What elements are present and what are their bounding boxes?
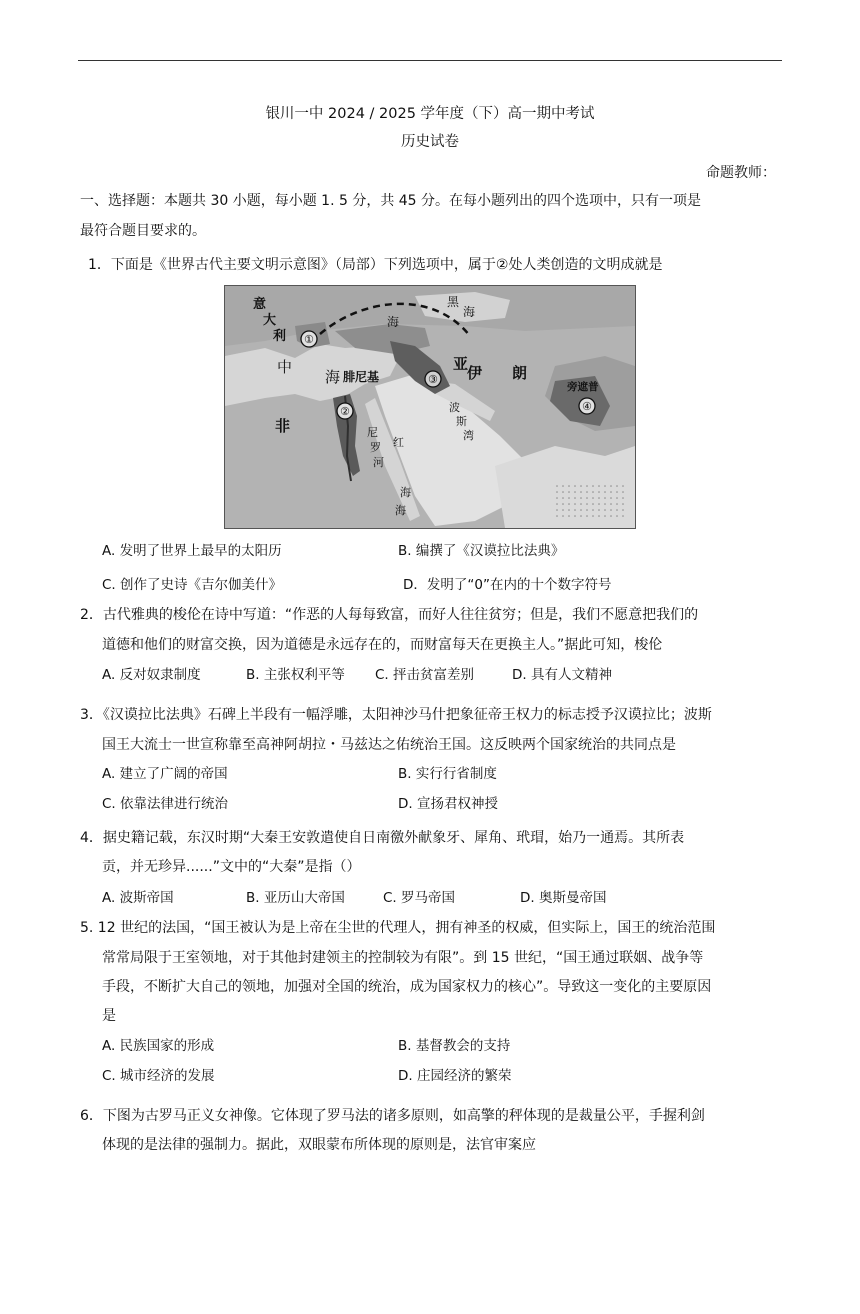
q4-stem-line2: 贡，并无珍异......”文中的“大秦”是指（） [102, 859, 361, 875]
q5-stem-line1: 5. 12 世纪的法国，“国王被认为是上帝在尘世的代理人，拥有神圣的权威，但实际上，国王的统治范围 [80, 920, 716, 936]
label-gulf-2: 斯 [456, 415, 467, 428]
ancient-civilizations-map [224, 285, 636, 529]
q5-option-d: D. 庄园经济的繁荣 [398, 1068, 512, 1084]
label-gulf-3: 湾 [463, 429, 474, 442]
label-nile-1: 尼 [367, 426, 378, 439]
label-red-sea-hong: 红 [393, 436, 404, 449]
q3-option-a: A. 建立了广阔的帝国 [102, 766, 228, 782]
q5-option-b: B. 基督教会的支持 [398, 1038, 511, 1054]
label-gulf-1: 波 [449, 401, 460, 414]
label-nile-2: 罗 [370, 441, 381, 454]
q6-stem-line2: 体现的是法律的强制力。据此，双眼蒙布所体现的原则是，法官审案应 [102, 1137, 536, 1153]
q4-option-c: C. 罗马帝国 [383, 890, 456, 906]
section-heading-line1: 一、选择题：本题共 30 小题，每小题 1. 5 分，共 45 分。在每小题列出的四个选项中，只有一项是 [80, 193, 702, 209]
q2-stem-line2: 道德和他们的财富交换，因为道德是永远存在的，而财富每天在更换主人。”据此可知，梭伦 [102, 637, 663, 653]
label-3: ③ [428, 373, 438, 386]
stipple-area [555, 481, 625, 521]
label-italy-1: 意 [253, 297, 267, 312]
q3-option-c: C. 依靠法律进行统治 [102, 796, 229, 812]
label-sea-lower: 海 [395, 504, 406, 517]
teacher-label: 命题教师： [706, 165, 776, 181]
label-italy-2: 大 [263, 313, 277, 328]
q2-option-c: C. 抨击贫富差别 [375, 667, 475, 683]
label-sea-zhong: 中 [277, 358, 293, 376]
q4-option-d: D. 奥斯曼帝国 [520, 890, 607, 906]
q1-stem: 1．下面是《世界古代主要文明示意图》（局部）下列选项中，属于②处人类创造的文明成就是 [88, 257, 663, 273]
q3-stem-line1: 3．《汉谟拉比法典》石碑上半段有一幅浮雕，太阳神沙马什把象征帝王权力的标志授予汉谟拉比；波斯 [80, 707, 712, 723]
label-iran-lang: 朗 [512, 364, 528, 382]
q5-stem-line4: 是 [102, 1008, 116, 1024]
q5-option-a: A. 民族国家的形成 [102, 1038, 215, 1054]
q2-option-d: D. 具有人文精神 [512, 667, 612, 683]
label-black-2: 海 [463, 305, 476, 319]
exam-subtitle: 历史试卷 [401, 134, 459, 150]
q1-option-d: D．发明了“0”在内的十个数字符号 [403, 577, 612, 593]
label-nile-3: 河 [373, 456, 384, 469]
q4-stem-line1: 4．据史籍记载，东汉时期“大秦王安敦遣使自日南徼外献象牙、犀角、玳瑁，始乃一通焉。其所表 [80, 830, 685, 846]
label-sea-hai: 海 [325, 368, 341, 386]
q4-option-a: A. 波斯帝国 [102, 890, 174, 906]
label-iran-yi: 伊 [467, 364, 483, 382]
q4-option-b: B. 亚历山大帝国 [246, 890, 345, 906]
q1-option-a: A. 发明了世界上最早的太阳历 [102, 543, 282, 559]
label-africa: 非 [275, 417, 291, 435]
label-red-sea-hai: 海 [400, 486, 411, 499]
exam-title: 银川一中 2024 / 2025 学年度（下）高一期中考试 [265, 106, 595, 122]
q3-stem-line2: 国王大流士一世宣称靠至高神阿胡拉・马兹达之佑统治王国。这反映两个国家统治的共同点是 [102, 737, 676, 753]
q1-option-b: B. 编撰了《汉谟拉比法典》 [398, 543, 565, 559]
section-heading-line2: 最符合题目要求的。 [80, 223, 206, 239]
q5-stem-line2: 常常局限于王室领地，对于其他封建领主的控制较为有限”。到 15 世纪，“国王通过联姻、战争等 [102, 950, 704, 966]
q3-option-d: D. 宣扬君权神授 [398, 796, 498, 812]
label-4: ④ [582, 400, 592, 413]
label-2: ② [340, 405, 350, 418]
label-punjab: 旁遮普 [567, 381, 599, 393]
label-black-1: 黑 [447, 295, 460, 309]
q5-option-c: C. 城市经济的发展 [102, 1068, 215, 1084]
map-graphic [225, 286, 635, 528]
q6-stem-line1: 6．下图为古罗马正义女神像。它体现了罗马法的诸多原则，如高擎的秤体现的是裁量公平，手握利剑 [80, 1108, 705, 1124]
q1-option-c: C. 创作了史诗《吉尔伽美什》 [102, 577, 283, 593]
q5-stem-line3: 手段，不断扩大自己的领地，加强对全国的统治，成为国家权力的核心”。导致这一变化的主要原因 [102, 979, 712, 995]
label-italy-3: 利 [273, 329, 287, 344]
q3-option-b: B. 实行行省制度 [398, 766, 497, 782]
q2-option-a: A. 反对奴隶制度 [102, 667, 201, 683]
q2-option-b: B. 主张权利平等 [246, 667, 345, 683]
label-phoenicia: 腓尼基 [343, 370, 380, 384]
label-asia: 亚 [453, 355, 469, 373]
header-rule [78, 60, 782, 61]
label-black-3: 海 [387, 315, 400, 329]
q2-stem-line1: 2．古代雅典的梭伦在诗中写道：“作恶的人每每致富，而好人往往贫穷；但是，我们不愿意把我们的 [80, 607, 699, 623]
label-1: ① [304, 333, 314, 346]
